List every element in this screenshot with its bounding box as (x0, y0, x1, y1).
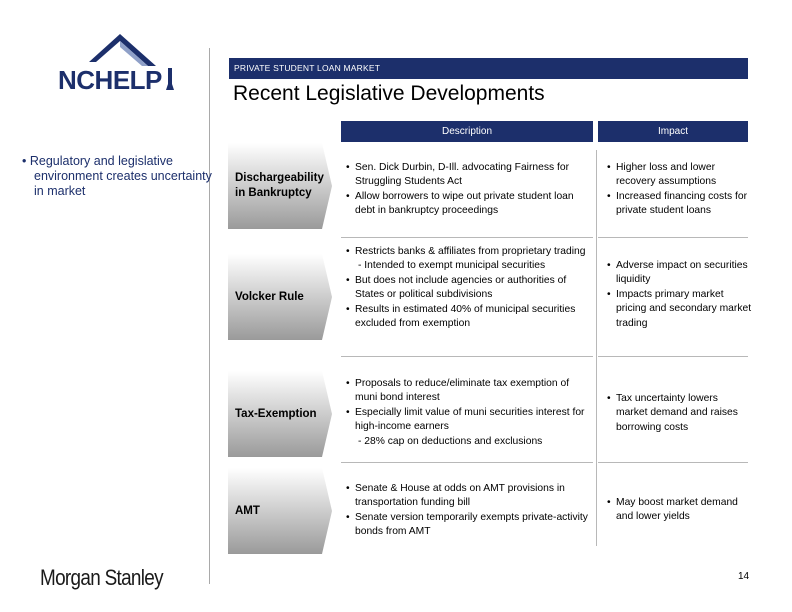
row-label-chevron (228, 367, 334, 461)
row-label: Volcker Rule (235, 290, 304, 303)
row-label-chevron (228, 464, 334, 558)
row-label-chevron (228, 139, 334, 233)
row-divider (598, 462, 748, 463)
impact-bullet: • Increased financing costs for private student loans (606, 190, 752, 219)
impact-cell (606, 259, 752, 331)
left-note-text: Regulatory and legislative environment creates uncertainty in market (29, 154, 212, 198)
impact-cell (606, 392, 752, 435)
description-sub-bullet: - Intended to exempt municipal securities (358, 260, 546, 272)
left-note: • Regulatory and legislative environment creates uncertainty in market (22, 154, 212, 198)
impact-cell (606, 161, 752, 219)
page-number: 14 (738, 571, 750, 582)
page-title: Recent Legislative Developments (233, 82, 545, 105)
row-divider (341, 462, 593, 463)
section-banner: PRIVATE STUDENT LOAN MARKET (229, 58, 748, 79)
vertical-divider (209, 48, 210, 584)
row-label: Dischargeability in Bankruptcy (235, 172, 324, 199)
column-divider (596, 150, 597, 546)
description-bullet: • Sen. Dick Durbin, D-Ill. advocating Fairness for Struggling Students Act (345, 161, 593, 190)
impact-cell (606, 496, 752, 525)
description-cell (345, 377, 593, 449)
description-cell (345, 482, 593, 540)
row-divider (341, 237, 593, 238)
impact-bullet: • Adverse impact on securities liquidity (606, 259, 752, 288)
description-bullet: • Restricts banks & affiliates from proprietary trading (345, 245, 593, 259)
description-bullet: • Senate & House at odds on AMT provisions in transportation funding bill (345, 482, 593, 511)
row-divider (598, 356, 748, 357)
impact-bullet: • Impacts primary market pricing and secondary market trading (606, 288, 752, 331)
row-label-chevron (228, 250, 334, 344)
description-sub-bullet: - 28% cap on deductions and exclusions (358, 435, 543, 447)
impact-bullet: • May boost market demand and lower yields (606, 496, 752, 525)
morgan-stanley-logo: Morgan Stanley (40, 565, 163, 590)
description-bullet: • Especially limit value of muni securities interest for high-income earners (345, 406, 593, 435)
row-divider (341, 356, 593, 357)
row-divider (598, 237, 748, 238)
description-bullet: • Proposals to reduce/eliminate tax exemption of muni bond interest (345, 377, 593, 406)
description-column-header: Description (341, 121, 593, 142)
impact-column-header: Impact (598, 121, 748, 142)
description-bullet: • Allow borrowers to wipe out private student loan debt in bankruptcy proceedings (345, 190, 593, 219)
row-label: AMT (235, 504, 260, 517)
description-bullet: • Senate version temporarily exempts private-activity bonds from AMT (345, 511, 593, 540)
description-cell (345, 161, 593, 219)
description-bullet: • But does not include agencies or authorities of States or political subdivisions (345, 274, 593, 303)
impact-bullet: • Higher loss and lower recovery assumptions (606, 161, 752, 190)
nchelp-logo (58, 30, 188, 102)
row-label: Tax-Exemption (235, 407, 317, 420)
description-bullet: • Results in estimated 40% of municipal securities excluded from exemption (345, 303, 593, 332)
description-cell (345, 245, 593, 331)
impact-bullet: • Tax uncertainty lowers market demand and raises borrowing costs (606, 392, 752, 435)
logo-text: NCHELP (58, 65, 162, 95)
